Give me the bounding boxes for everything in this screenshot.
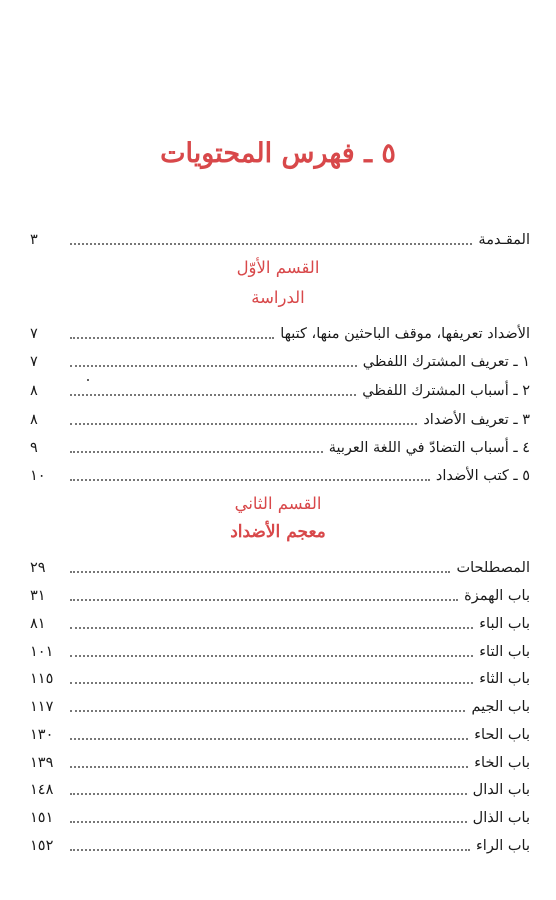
toc-page-number: ١٠١ <box>30 644 54 660</box>
toc-entry-label: الأضداد تعريفها، موقف الباحثين منها، كتبها <box>280 326 530 342</box>
part-two-subheading: معجم الأضداد <box>230 522 326 542</box>
leader-dots <box>70 599 458 601</box>
toc-entry-label: المصطلحات <box>456 560 530 576</box>
toc-entry-label: ٢ ـ أسباب المشترك اللفظي <box>362 383 530 399</box>
toc-row <box>30 346 530 372</box>
leader-dots <box>70 793 467 795</box>
toc-page-number: ٣١ <box>30 588 46 604</box>
toc-page-number: ٨ <box>30 383 38 399</box>
toc-row <box>30 802 530 828</box>
leader-dots <box>70 738 468 740</box>
leader-dots <box>70 682 473 684</box>
toc-row <box>30 404 530 430</box>
toc-entry-label: باب الحاء <box>474 727 530 743</box>
toc-entry-label: باب الثاء <box>479 671 530 687</box>
toc-row <box>30 460 530 486</box>
toc-page-number: ٢٩ <box>30 560 46 576</box>
part-one-heading: القسم الأوّل <box>236 258 320 277</box>
toc-row <box>30 719 530 745</box>
toc-page-number: ٨ <box>30 412 38 428</box>
toc-entry-label: باب الجيم <box>471 699 530 715</box>
toc-page-number: ١٤٨ <box>30 782 54 798</box>
leader-dots <box>70 243 472 245</box>
print-speck <box>87 379 89 381</box>
toc-entry-label: ٥ ـ كتب الأضداد <box>435 468 530 484</box>
toc-row <box>30 774 530 800</box>
toc-row <box>30 608 530 634</box>
leader-dots <box>70 337 274 339</box>
part-two-heading: القسم الثاني <box>234 494 322 513</box>
toc-entry-label: ١ ـ تعريف المشترك اللفظي <box>362 354 530 370</box>
toc-entry-label: باب الهمزة <box>464 588 530 604</box>
toc-row <box>30 318 530 344</box>
toc-entry-label: ٤ ـ أسباب التضادّ في اللغة العربية <box>328 440 530 456</box>
toc-page-number: ١٣٩ <box>30 755 54 771</box>
toc-row <box>30 830 530 856</box>
toc-entry-label: باب الذال <box>472 810 530 826</box>
toc-page-number: ١٠ <box>30 468 46 484</box>
toc-row <box>30 552 530 578</box>
leader-dots <box>70 766 468 768</box>
toc-entry-label: باب الراء <box>475 838 530 854</box>
leader-dots <box>70 479 430 481</box>
toc-page-number: ١٥٢ <box>30 838 54 854</box>
toc-row <box>30 432 530 458</box>
leader-dots <box>70 394 356 396</box>
toc-page-number: ٨١ <box>30 616 46 632</box>
part-one-subheading: الدراسة <box>251 288 305 307</box>
leader-dots <box>70 365 357 367</box>
toc-row <box>30 636 530 662</box>
toc-row <box>30 663 530 689</box>
toc-row-intro <box>30 224 530 250</box>
toc-page-number: ٣ <box>30 232 38 248</box>
toc-entry-label: باب الباء <box>479 616 530 632</box>
toc-row <box>30 747 530 773</box>
leader-dots <box>70 655 473 657</box>
leader-dots <box>70 451 323 453</box>
toc-entry-label: ٣ ـ تعريف الأضداد <box>423 412 530 428</box>
leader-dots <box>70 627 473 629</box>
toc-page-number: ١٣٠ <box>30 727 54 743</box>
toc-page-number: ٧ <box>30 326 38 342</box>
toc-page-number: ١٥١ <box>30 810 54 826</box>
toc-page-number: ٩ <box>30 440 38 456</box>
toc-page-number: ١١٥ <box>30 671 54 687</box>
toc-page-number: ١١٧ <box>30 699 54 715</box>
toc-row <box>30 691 530 717</box>
toc-row <box>30 375 530 401</box>
toc-page-number: ٧ <box>30 354 38 370</box>
leader-dots <box>70 710 465 712</box>
toc-entry-label: باب الخاء <box>474 755 530 771</box>
leader-dots <box>70 849 470 851</box>
leader-dots <box>70 821 467 823</box>
toc-entry-label: باب التاء <box>479 644 530 660</box>
leader-dots <box>70 423 417 425</box>
toc-row <box>30 580 530 606</box>
leader-dots <box>70 571 450 573</box>
toc-entry-label: المقـدمة <box>478 232 530 248</box>
toc-entry-label: باب الدال <box>472 782 530 798</box>
page-title: ٥ ـ فهرس المحتويات <box>160 138 396 169</box>
